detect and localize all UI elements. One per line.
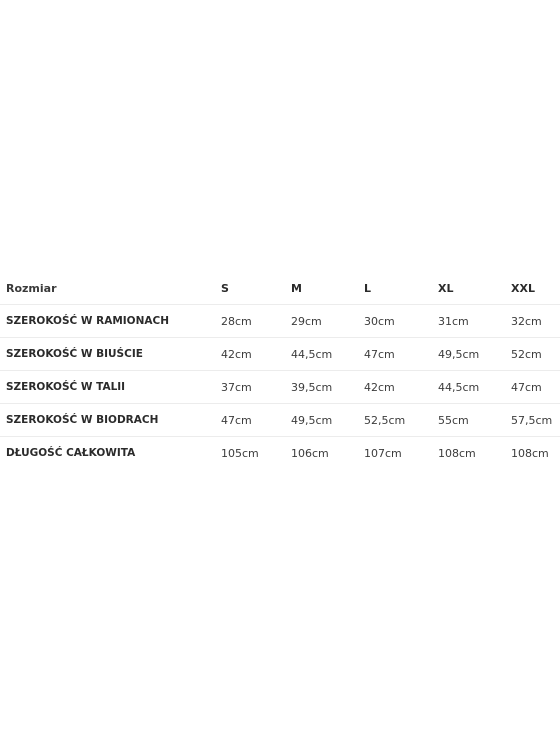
table-cell: 42cm: [215, 338, 285, 371]
table-cell: 106cm: [291, 446, 329, 460]
size-header-s: S: [215, 272, 285, 305]
table-cell: 44,5cm: [285, 338, 358, 371]
table-cell: 52,5cm: [358, 404, 432, 437]
table-cell: 37cm: [215, 371, 285, 404]
table-cell: 32cm: [505, 305, 560, 338]
table-cell: 49,5cm: [285, 404, 358, 437]
table-cell: 47cm: [215, 404, 285, 437]
size-header-xl: XL: [432, 272, 505, 305]
table-cell: 28cm: [215, 305, 285, 338]
table-cell: 29cm: [285, 305, 358, 338]
size-chart-table: [0, 272, 560, 469]
size-header-m: M: [285, 272, 358, 305]
table-row: [0, 404, 560, 437]
row-label: SZEROKOŚĆ W TALII: [0, 371, 215, 404]
table-cell: 39,5cm: [285, 371, 358, 404]
table-cell: 55cm: [432, 404, 505, 437]
table-cell: 44,5cm: [432, 371, 505, 404]
row-label: SZEROKOŚĆ W BIUŚCIE: [0, 338, 215, 371]
table-cell: 31cm: [432, 305, 505, 338]
table-row: [0, 305, 560, 338]
table-row: [0, 437, 560, 470]
table-cell: 42cm: [358, 371, 432, 404]
table-cell: 52cm: [505, 338, 560, 371]
table-cell: 105cm: [221, 446, 259, 460]
row-label: DŁUGOŚĆ CAŁKOWITA: [6, 447, 136, 459]
table-row: [0, 338, 560, 371]
size-header-l: L: [358, 272, 432, 305]
size-header-label: Rozmiar: [0, 272, 215, 305]
table-cell: 49,5cm: [432, 338, 505, 371]
table-cell: 47cm: [505, 371, 560, 404]
table-header-row: [0, 272, 560, 305]
row-label: SZEROKOŚĆ W BIODRACH: [0, 404, 215, 437]
table-cell: 30cm: [358, 305, 432, 338]
table-cell: 107cm: [364, 446, 402, 460]
table-row: [0, 371, 560, 404]
size-header-xxl: XXL: [505, 272, 560, 305]
table-cell: 108cm: [438, 446, 476, 460]
table-cell: 57,5cm: [505, 404, 560, 437]
row-label: SZEROKOŚĆ W RAMIONACH: [0, 305, 215, 338]
table-cell: 47cm: [358, 338, 432, 371]
table-cell: 108cm: [511, 446, 549, 460]
